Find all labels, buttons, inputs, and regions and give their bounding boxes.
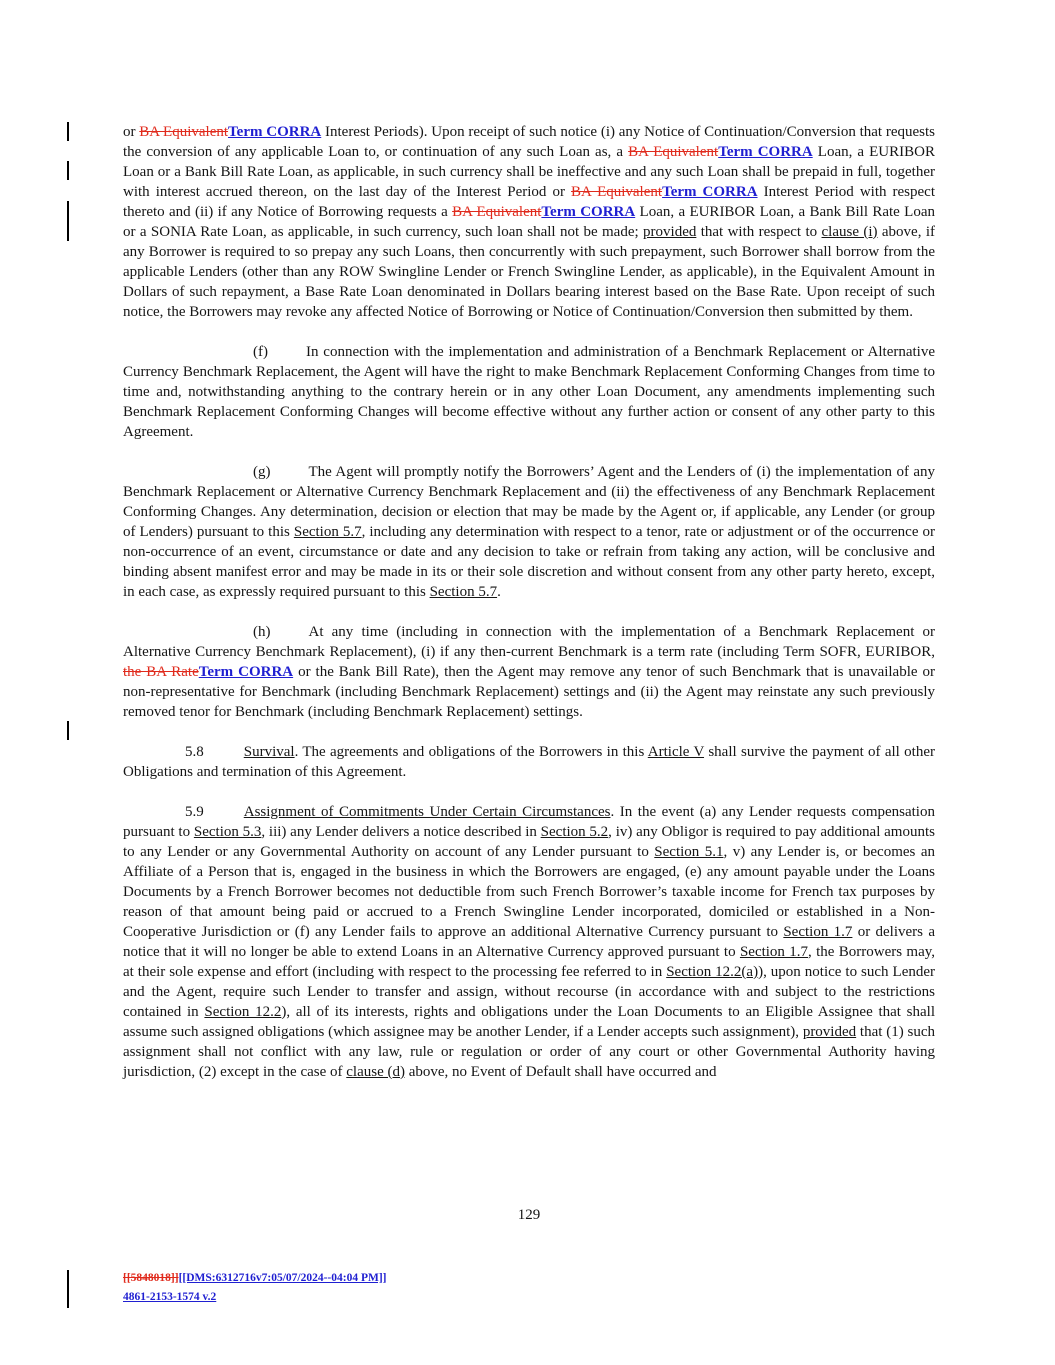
underlined-text: Section 12.2	[204, 1004, 282, 1020]
underlined-text: clause (d)	[346, 1064, 405, 1080]
deleted-text: BA Equivalent	[628, 144, 719, 160]
text-run: above, if any Borrower is required to so prepay any such Loans, then concurrently with such prepayment, such Borrower shall borrow from the applicable Lenders (other than any ROW Swingline Lender or French Swingline Lender, as applicable), in the Equivalent Amount in Dollars of such repayment, a Base Rate Loan denominated in Dollars bearing interest based on the Base Rate. Upon receipt of such notice, the Borrowers may revoke any affected Notice of Borrowing or Notice of Continuation/Conversion then submitted by them.	[123, 224, 935, 320]
tab-spacer	[271, 635, 309, 636]
inserted-text: Term CORRA	[228, 124, 322, 140]
text-run: (f)	[253, 344, 268, 360]
text-run: .	[497, 584, 501, 600]
tab-spacer	[271, 475, 309, 476]
underlined-text: provided	[643, 224, 697, 240]
text-run: , iv) any Obligor is required to pay additional amounts to any Lender or any Governmental Authority on account of any Lender pursuant to	[123, 824, 935, 860]
text-run: , the Borrowers may, at their sole expense and effort (including with respect to the processing fee referred to in	[123, 944, 935, 980]
paragraph-clause-g	[123, 462, 935, 602]
underlined-text: Assignment of Commitments Under Certain Circumstances	[243, 804, 611, 820]
tab-spacer	[268, 355, 306, 356]
text-run: that with respect to	[696, 224, 822, 240]
inserted-text: Term CORRA	[198, 664, 294, 680]
inserted-text: Term CORRA	[541, 204, 636, 220]
text-run: ), upon notice to such Lender and the Agent, require such Lender to transfer and assign, without recourse (in accordance with and subject to the restrictions contained in	[123, 964, 936, 1020]
text-run: , including any determination with respect to a tenor, rate or adjustment or of the occurrence or non-occurrence of an event, circumstance or date and any decision to take or refrain from taking any action, will be conclusive and binding absent manifest error and may be made in its or their sole discretion and without consent from any other party hereto, except, in each case, as expressly required pursuant to this	[123, 524, 935, 600]
footer-dms-stamp: [[DMS:6312716v7:05/07/2024--04:04 PM]]	[178, 1272, 387, 1284]
text-run: (h)	[253, 624, 271, 640]
text-run: In connection with the implementation and administration of a Benchmark Replacement or Alternative Currency Benchmark Replacement, the Agent will have the right to make Benchmark Replacement Conforming Changes from time to time and, notwithstanding anything to the contrary herein or in any other Loan Document, any amendments implementing such Benchmark Replacement Conforming Changes will become effective without any further action or consent of any other party to this Agreement.	[123, 344, 935, 440]
underlined-text: Section 5.2	[540, 824, 609, 840]
text-run: . The agreements and obligations of the Borrowers in this	[294, 744, 648, 760]
footer-deleted-id: [[5848018]]	[123, 1272, 179, 1284]
text-run: (g)	[253, 464, 271, 480]
underlined-text: Section 5.1	[654, 844, 724, 860]
underlined-text: Section 5.3	[193, 824, 262, 840]
footer-line-1	[123, 1269, 387, 1288]
text-run: or delivers a notice that it will no longer be able to extend Loans in an Alternative Currency approved pursuant to	[123, 924, 935, 960]
change-bar-5	[67, 1270, 69, 1308]
underlined-text: Section 5.7	[429, 584, 498, 600]
inserted-text: Term CORRA	[718, 144, 813, 160]
text-run: shall survive the payment of all other Obligations and termination of this Agreement.	[123, 744, 935, 780]
change-bar-3	[67, 201, 69, 241]
tab-spacer	[204, 755, 244, 756]
inserted-text: Term CORRA	[662, 184, 758, 200]
underlined-text: Survival	[243, 744, 295, 760]
deleted-text: the BA Rate	[123, 664, 199, 680]
change-bar-1	[67, 122, 69, 141]
text-run: Interest Periods). Upon receipt of such notice (i) any Notice of Continuation/Conversion that requests the conversion of any applicable Loan to, or continuation of any such Loan as, a	[123, 124, 936, 160]
deleted-text: BA Equivalent	[452, 204, 542, 220]
text-run: that (1) such assignment shall not conflict with any law, rule or regulation or order of any court or other Governmental Authority having jurisdiction, (2) except in the case of	[123, 1024, 935, 1080]
underlined-text: Section 1.7	[739, 944, 809, 960]
text-run: 5.9	[185, 804, 204, 820]
text-run: Loan, a EURIBOR Loan, a Bank Bill Rate Loan or a SONIA Rate Loan, as applicable, in such currency, such loan shall not be made;	[123, 204, 935, 240]
deleted-text: BA Equivalent	[139, 124, 229, 140]
change-bar-4	[67, 721, 69, 740]
footer-line-2	[123, 1288, 387, 1307]
tab-spacer	[204, 815, 244, 816]
footer-doc-id: 4861-2153-1574 v.2	[123, 1291, 217, 1303]
text-run: Loan, a EURIBOR Loan or a Bank Bill Rate Loan, as applicable, in such currency shall be ineffective and any such Loan shall be prepaid in full, together with interest accrued thereon, on the last day of the Interest Period or	[123, 144, 935, 200]
text-run: above, no Event of Default shall have occurred and	[404, 1064, 717, 1080]
paragraph-continuation-clause-e	[123, 122, 935, 322]
underlined-text: Section 1.7	[783, 924, 853, 940]
text-run: The Agent will promptly notify the Borrowers’ Agent and the Lenders of (i) the implementation of any Benchmark Replacement or Alternative Currency Benchmark Replacement and (ii) the effectiveness of any Benchmark Replacement Conforming Changes. Any determination, decision or election that may be made by the Agent or, if applicable, any Lender (or group of Lenders) pursuant to this	[123, 464, 935, 540]
underlined-text: Article V	[647, 744, 705, 760]
text-run: 5.8	[185, 744, 204, 760]
paragraph-clause-h	[123, 622, 935, 722]
text-run: . In the event (a) any Lender requests compensation pursuant to	[123, 804, 935, 840]
text-run: Interest Period with respect thereto and (ii) if any Notice of Borrowing requests a	[123, 184, 936, 220]
underlined-text: Section 12.2(a)	[666, 964, 759, 980]
text-run: or	[123, 124, 140, 140]
text-run: , v) any Lender is, or becomes an Affiliate of a Person that is, engaged in the business in which the Borrowers are engaged, (e) any amount payable under the Loans Documents by a French Borrower becomes not deductible from such French Borrower’s taxable income for French tax purposes by reason of that amount being paid or accrued to a French Swingline Lender incorporated, domiciled or established in a Non-Cooperative Jurisdiction or (f) any Lender fails to approve an additional Alternative Currency pursuant to	[123, 844, 935, 940]
text-run: , iii) any Lender delivers a notice described in	[261, 824, 541, 840]
page-number: 129	[517, 1207, 541, 1223]
text-run: ), all of its interests, rights and obligations under the Loan Documents to an Eligible Assignee that shall assume such assigned obligations (which assignee may be another Lender, if a Lender accepts such assignment),	[123, 1004, 935, 1040]
document-body	[123, 122, 935, 1082]
change-bar-2	[67, 161, 69, 180]
paragraph-section-5-8	[123, 742, 935, 782]
underlined-text: Section 5.7	[293, 524, 362, 540]
underlined-text: clause (i)	[821, 224, 878, 240]
text-run: At any time (including in connection with the implementation of a Benchmark Replacement or Alternative Currency Benchmark Replacement), (i) if any then-current Benchmark is a term rate (including Term SOFR, EURIBOR,	[123, 624, 935, 660]
footer	[123, 1269, 387, 1307]
paragraph-section-5-9	[123, 802, 935, 1082]
paragraph-clause-f	[123, 342, 935, 442]
underlined-text: provided	[802, 1024, 857, 1040]
text-run: or the Bank Bill Rate), then the Agent may remove any tenor of such Benchmark that is unavailable or non-representative for Benchmark (including Benchmark Replacement) settings and (ii) the Agent may reinstate any such previously removed tenor for Benchmark (including Benchmark Replacement) settings.	[123, 664, 935, 720]
deleted-text: BA Equivalent	[571, 184, 663, 200]
